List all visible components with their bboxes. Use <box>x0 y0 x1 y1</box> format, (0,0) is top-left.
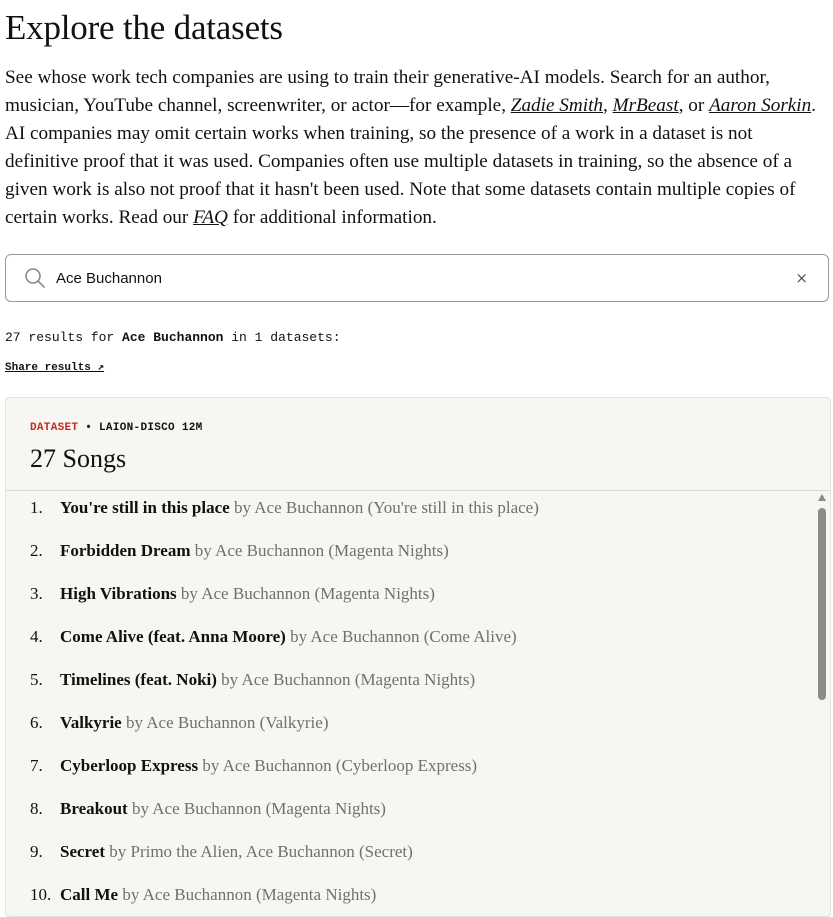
song-artist-album: by Ace Buchannon (Valkyrie) <box>121 713 329 732</box>
song-title: Valkyrie <box>60 713 122 732</box>
intro-text-2: . AI companies may omit certain works when training, so the presence of a work in a dataset is not definitive proof that it was used. Companies often use multiple datasets in training, so the absence of a given work is also not proof that it hasn't been used. Note that some datasets contain multiple copies of certain works. Read our <box>5 95 817 228</box>
results-for-text: results for <box>20 330 123 345</box>
item-number: 8. <box>30 799 43 818</box>
item-number: 7. <box>30 756 43 775</box>
list-item[interactable] <box>30 666 475 694</box>
song-artist-album: by Ace Buchannon (Magenta Nights) <box>176 584 435 603</box>
intro-text-1: See whose work tech companies are using to train their generative-AI models. Search for an author, musician, YouTube channel, screenwriter, or actor—for example, <box>5 67 770 116</box>
song-artist-album: by Ace Buchannon (Magenta Nights) <box>190 541 449 560</box>
list-item[interactable] <box>30 795 386 823</box>
results-summary <box>5 330 341 345</box>
song-title: Secret <box>60 842 105 861</box>
song-artist-album: by Ace Buchannon (Magenta Nights) <box>118 885 377 904</box>
song-title: Timelines (feat. Noki) <box>60 670 217 689</box>
song-title: Call Me <box>60 885 119 904</box>
share-results-link[interactable]: Share results ↗ <box>5 362 105 374</box>
list-item[interactable] <box>30 537 449 565</box>
song-list[interactable] <box>6 490 830 916</box>
intro-sep-2: , or <box>678 95 710 116</box>
item-number: 10. <box>30 885 52 904</box>
dataset-heading: 27 Songs <box>30 444 127 473</box>
dataset-bullet: • <box>78 422 100 434</box>
song-artist-album: by Ace Buchannon (Magenta Nights) <box>216 670 476 689</box>
scroll-up-arrow-icon[interactable] <box>818 494 826 501</box>
item-number: 4. <box>30 627 43 646</box>
intro-text-3: for additional information. <box>227 207 437 228</box>
datasets-label: datasets: <box>262 330 341 345</box>
search-icon <box>24 267 46 289</box>
song-title: High Vibrations <box>60 584 177 603</box>
dataset-name: LAION-DISCO 12M <box>99 422 203 434</box>
song-title: Cyberloop Express <box>60 756 199 775</box>
list-item[interactable] <box>30 838 413 866</box>
close-icon[interactable]: × <box>795 269 808 287</box>
results-query: Ace Buchannon <box>122 330 224 345</box>
list-item[interactable] <box>30 881 376 909</box>
intro-paragraph <box>5 64 827 232</box>
item-number: 3. <box>30 584 43 603</box>
list-item[interactable] <box>30 580 435 608</box>
list-item[interactable] <box>30 623 517 651</box>
list-item[interactable] <box>30 752 477 780</box>
song-artist-album: by Ace Buchannon (Magenta Nights) <box>127 799 386 818</box>
dataset-eyebrow <box>30 422 203 434</box>
song-artist-album: by Ace Buchannon (Cyberloop Express) <box>198 756 478 775</box>
example-link-aaron-sorkin[interactable]: Aaron Sorkin <box>709 95 812 116</box>
item-number: 1. <box>30 498 43 517</box>
item-number: 5. <box>30 670 43 689</box>
search-input[interactable] <box>56 263 795 293</box>
song-title: Breakout <box>60 799 128 818</box>
search-box[interactable] <box>5 254 829 302</box>
list-item[interactable] <box>30 494 539 522</box>
song-artist-album: by Ace Buchannon (Come Alive) <box>285 627 517 646</box>
scrollbar-thumb[interactable] <box>818 508 826 700</box>
item-number: 9. <box>30 842 43 861</box>
list-item[interactable] <box>30 709 329 737</box>
song-artist-album: by Primo the Alien, Ace Buchannon (Secret) <box>105 842 413 861</box>
scrollbar[interactable] <box>817 494 827 916</box>
datasets-count: 1 <box>254 330 263 345</box>
song-title: Forbidden Dream <box>60 541 191 560</box>
song-artist-album: by Ace Buchannon (You're still in this place) <box>229 498 539 517</box>
dataset-card <box>5 397 831 917</box>
faq-link[interactable]: FAQ <box>193 207 228 228</box>
item-number: 6. <box>30 713 43 732</box>
results-in-text: in <box>223 330 255 345</box>
dataset-tag: DATASET <box>30 422 79 434</box>
results-count: 27 <box>5 330 21 345</box>
example-link-mrbeast[interactable]: MrBeast <box>612 95 679 116</box>
item-number: 2. <box>30 541 43 560</box>
song-title: Come Alive (feat. Anna Moore) <box>60 627 286 646</box>
page-title: Explore the datasets <box>5 8 283 47</box>
intro-sep-1: , <box>603 95 613 116</box>
song-title: You're still in this place <box>60 498 230 517</box>
example-link-zadie-smith[interactable]: Zadie Smith <box>510 95 604 116</box>
